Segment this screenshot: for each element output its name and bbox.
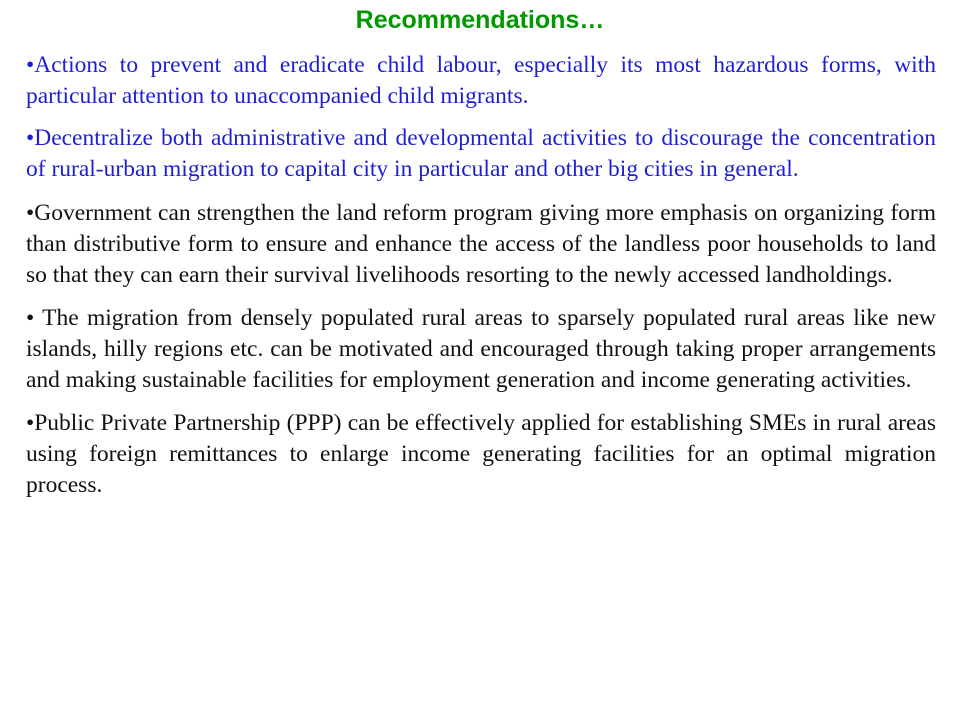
bullet-item-land-reform: •Government can strengthen the land reform program giving more emphasis on organizing form than distributive form to ensure and enhance the access of the landless poor households to land so that they can earn their survival livelihoods resorting to the newly accessed landholdings. [26, 200, 936, 288]
bullet-item-child-labour: •Actions to prevent and eradicate child labour, especially its most hazardous forms, with particular attention to unaccompanied child migrants. [26, 52, 936, 109]
bullet-list [26, 50, 936, 513]
slide-title: Recommendations… [355, 6, 605, 34]
bullet-item-decentralize: •Decentralize both administrative and developmental activities to discourage the concentration of rural-urban migration to capital city in particular and other big cities in general. [26, 125, 936, 182]
bullet-item-ppp: •Public Private Partnership (PPP) can be effectively applied for establishing SMEs in rural areas using foreign remittances to enlarge income generating facilities for an optimal migration process. [26, 410, 936, 498]
bullet-item-rural-migration: • The migration from densely populated rural areas to sparsely populated rural areas like new islands, hilly regions etc. can be motivated and encouraged through taking proper arrangements and making sustainable facilities for employment generation and income generating activities. [26, 305, 936, 393]
